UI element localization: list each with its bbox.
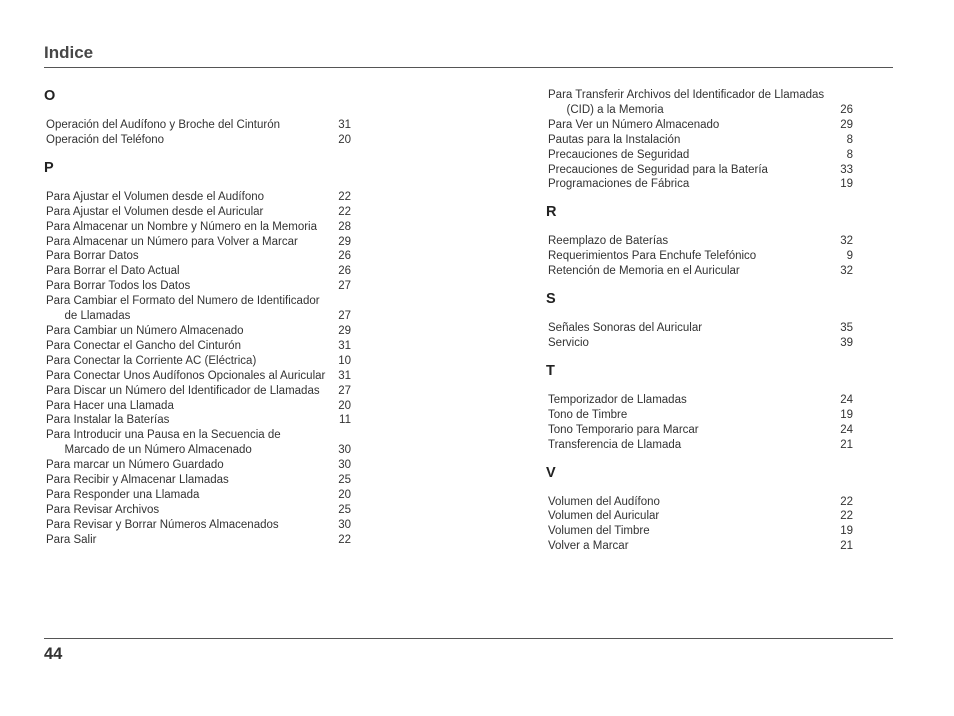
section-letter-heading: S	[546, 291, 556, 308]
index-entry	[546, 408, 853, 423]
entry-line	[44, 264, 351, 279]
index-section-r	[546, 202, 853, 279]
entry-page-number: 19	[840, 408, 853, 421]
entry-line	[546, 423, 853, 438]
section-letter-heading: V	[546, 464, 556, 481]
entry-line	[546, 234, 853, 249]
footer-rule	[44, 638, 893, 639]
entry-page-number: 39	[840, 336, 853, 349]
index-entry	[546, 336, 853, 351]
index-entry	[546, 88, 853, 118]
index-entry	[44, 384, 351, 399]
index-entry	[546, 438, 853, 453]
entry-label: Transferencia de Llamada	[548, 438, 682, 451]
entry-label: Para Borrar el Dato Actual	[46, 265, 180, 278]
index-entry	[44, 458, 351, 473]
entry-line	[546, 393, 853, 408]
entry-page-number: 22	[840, 495, 853, 508]
entry-label: Para Cambiar un Número Almacenado	[46, 324, 244, 337]
index-entry	[44, 294, 351, 324]
entry-line	[44, 354, 351, 369]
entry-page-number: 27	[338, 384, 351, 397]
entry-line	[546, 321, 853, 336]
entry-page-number: 11	[339, 414, 351, 427]
index-entry	[546, 133, 853, 148]
index-entry	[44, 249, 351, 264]
entry-label: Para Cambiar el Formato del Numero de Identificador	[46, 295, 320, 308]
entry-line	[44, 458, 351, 473]
entry-page-number: 19	[840, 525, 853, 538]
entry-label: Para marcar un Número Guardado	[46, 459, 224, 472]
entry-page-number: 22	[338, 190, 351, 203]
index-entry	[546, 509, 853, 524]
entry-page-number: 27	[338, 280, 351, 293]
entry-label: Temporizador de Llamadas	[548, 393, 687, 406]
index-entry	[546, 393, 853, 408]
entry-line	[546, 438, 853, 453]
entry-page-number: 29	[840, 118, 853, 131]
entry-line	[44, 473, 351, 488]
index-entry	[44, 428, 351, 458]
entry-line	[546, 495, 853, 510]
entry-page-number: 30	[338, 444, 351, 457]
entry-page-number: 29	[338, 235, 351, 248]
entry-label: Para Revisar Archivos	[46, 503, 160, 516]
entry-line	[546, 118, 853, 133]
entry-page-number: 31	[338, 369, 351, 382]
index-entry	[44, 533, 351, 548]
entry-page-number: 33	[840, 163, 853, 176]
entry-label: Tono de Timbre	[548, 408, 628, 421]
entry-label: Operación del Teléfono	[46, 133, 165, 146]
entry-line	[546, 524, 853, 539]
entry-line	[44, 488, 351, 503]
index-entry	[44, 473, 351, 488]
entry-page-number: 21	[840, 540, 853, 553]
entry-label: Para Borrar Todos los Datos	[46, 280, 191, 293]
section-letter-heading: O	[44, 88, 56, 104]
entry-label: Operación del Audífono y Broche del Cinturón	[46, 119, 280, 131]
entry-page-number: 20	[338, 399, 351, 412]
section-letter-heading: R	[546, 204, 557, 221]
entry-page-number: 30	[338, 459, 351, 472]
entry-page-number: 24	[840, 423, 853, 436]
entry-page-number: 27	[338, 310, 351, 323]
index-section-t	[546, 361, 853, 453]
entry-line	[44, 384, 351, 399]
entry-first-line	[44, 428, 351, 443]
entry-label: Volumen del Timbre	[548, 525, 650, 538]
entry-page-number: 31	[338, 339, 351, 352]
entry-label: Retención de Memoria en el Auricular	[548, 265, 740, 278]
index-entry	[44, 369, 351, 384]
entry-line	[546, 336, 853, 351]
entry-page-number: 32	[840, 265, 853, 278]
index-entry	[44, 118, 351, 133]
entry-label: Para Conectar Unos Audífonos Opcionales al Auricular	[46, 369, 326, 382]
entry-page-number: 9	[846, 250, 853, 263]
entry-line	[44, 220, 351, 235]
entry-label: Para Salir	[46, 533, 97, 546]
entry-page-number: 26	[338, 265, 351, 278]
entry-page-number: 22	[338, 533, 351, 546]
entry-line	[44, 369, 351, 384]
index-entry	[546, 234, 853, 249]
entry-page-number: 21	[840, 438, 853, 451]
entry-line	[546, 539, 853, 554]
entry-label: Para Discar un Número del Identificador de Llamadas	[46, 384, 320, 397]
index-section-continued	[546, 88, 853, 192]
entry-line	[44, 399, 351, 414]
index-entry	[546, 539, 853, 554]
entry-line	[546, 249, 853, 264]
index-entry	[546, 177, 853, 192]
entry-line	[546, 509, 853, 524]
header-rule	[44, 67, 893, 68]
index-entry	[546, 148, 853, 163]
entry-continuation-line	[44, 443, 351, 458]
entry-first-line	[546, 88, 853, 103]
index-entry	[44, 413, 351, 428]
entry-page-number: 29	[338, 324, 351, 337]
entry-line	[546, 264, 853, 279]
entry-line	[44, 533, 351, 548]
entry-label: Para Conectar el Gancho del Cinturón	[46, 339, 241, 352]
entry-label: Para Transferir Archivos del Identificador de Llamadas	[548, 89, 825, 101]
entry-page-number: 8	[846, 148, 853, 161]
entry-line	[44, 235, 351, 250]
entry-label: Para Instalar la Baterías	[46, 414, 170, 427]
index-section-s	[546, 289, 853, 351]
index-entry	[44, 518, 351, 533]
entry-page-number: 24	[840, 393, 853, 406]
entry-label: Para Recibir y Almacenar Llamadas	[46, 474, 229, 487]
entry-page-number: 22	[840, 510, 853, 523]
entry-label: Para Ajustar el Volumen desde el Auricular	[46, 205, 264, 218]
entry-continuation-line	[44, 309, 351, 324]
entry-label: Pautas para la Instalación	[548, 133, 681, 146]
entry-line	[44, 118, 351, 133]
index-entry	[546, 495, 853, 510]
index-entry	[546, 321, 853, 336]
index-entry	[44, 503, 351, 518]
entry-line	[44, 279, 351, 294]
index-column-left	[44, 86, 351, 548]
entry-label: Para Introducir una Pausa en la Secuencia de	[46, 429, 281, 442]
index-entry	[44, 235, 351, 250]
entry-line	[44, 133, 351, 148]
index-entry	[44, 220, 351, 235]
entry-first-line	[44, 294, 351, 309]
entry-page-number: 20	[338, 133, 351, 146]
section-letter-heading: T	[546, 362, 555, 379]
index-section-o	[44, 86, 351, 148]
entry-label: Para Ver un Número Almacenado	[548, 118, 720, 131]
index-entry	[44, 339, 351, 354]
index-entry	[44, 205, 351, 220]
entry-line	[546, 163, 853, 178]
entry-label: Servicio	[548, 336, 589, 349]
section-letter-heading: P	[44, 159, 54, 176]
entry-label: Señales Sonoras del Auricular	[548, 322, 703, 335]
entry-page-number: 30	[338, 518, 351, 531]
entry-label: Volver a Marcar	[548, 540, 629, 553]
index-entry	[44, 279, 351, 294]
index-entry	[546, 163, 853, 178]
entry-page-number: 8	[846, 133, 853, 146]
entry-label-continued: Marcado de un Número Almacenado	[64, 444, 252, 457]
entry-label: Precauciones de Seguridad	[548, 148, 690, 161]
entry-line	[44, 339, 351, 354]
page-title: Indice	[44, 43, 94, 62]
entry-label-continued: (CID) a la Memoria	[566, 103, 664, 116]
entry-line	[44, 205, 351, 220]
entry-label: Reemplazo de Baterías	[548, 235, 669, 248]
index-entry	[546, 249, 853, 264]
entry-label: Para Almacenar un Número para Volver a Marcar	[46, 235, 298, 248]
index-entry	[546, 423, 853, 438]
index-entry	[546, 264, 853, 279]
index-section-v	[546, 463, 853, 555]
index-column-right	[546, 88, 853, 554]
entry-label: Para Revisar y Borrar Números Almacenados	[46, 518, 279, 531]
entry-label-continued: de Llamadas	[64, 310, 131, 323]
entry-label: Para Hacer una Llamada	[46, 399, 174, 412]
entry-page-number: 25	[338, 503, 351, 516]
entry-line	[44, 249, 351, 264]
index-entry	[44, 190, 351, 205]
entry-page-number: 32	[840, 235, 853, 248]
entry-label: Para Responder una Llamada	[46, 488, 200, 501]
entry-page-number: 20	[338, 488, 351, 501]
entry-line	[44, 503, 351, 518]
entry-page-number: 10	[338, 354, 351, 367]
entry-line	[44, 413, 351, 428]
index-entry	[546, 524, 853, 539]
entry-line	[44, 190, 351, 205]
entry-page-number: 26	[338, 250, 351, 263]
entry-label: Para Borrar Datos	[46, 250, 139, 263]
entry-label: Para Conectar la Corriente AC (Eléctrica)	[46, 354, 257, 367]
index-entry	[44, 488, 351, 503]
entry-page-number: 25	[338, 474, 351, 487]
index-entry	[44, 264, 351, 279]
entry-label: Requerimientos Para Enchufe Telefónico	[548, 250, 757, 263]
entry-label: Tono Temporario para Marcar	[548, 423, 699, 436]
entry-line	[546, 408, 853, 423]
entry-label: Para Ajustar el Volumen desde el Audífono	[46, 190, 265, 203]
entry-page-number: 26	[840, 103, 853, 116]
entry-line	[546, 148, 853, 163]
entry-line	[44, 518, 351, 533]
entry-label: Para Almacenar un Nombre y Número en la Memoria	[46, 220, 318, 233]
index-entry	[546, 118, 853, 133]
entry-page-number: 35	[840, 322, 853, 335]
entry-label: Programaciones de Fábrica	[548, 178, 690, 191]
entry-page-number: 19	[840, 178, 853, 191]
page-number: 44	[44, 645, 63, 663]
entry-line	[44, 324, 351, 339]
entry-page-number: 22	[338, 205, 351, 218]
index-entry	[44, 354, 351, 369]
entry-label: Precauciones de Seguridad para la Batería	[548, 163, 768, 176]
entry-continuation-line	[546, 103, 853, 118]
entry-label: Volumen del Audífono	[548, 495, 660, 508]
entry-page-number: 31	[338, 119, 351, 131]
entry-line	[546, 177, 853, 192]
entry-line	[546, 133, 853, 148]
entry-page-number: 28	[338, 220, 351, 233]
index-entry	[44, 399, 351, 414]
index-section-p	[44, 158, 351, 548]
index-entry	[44, 324, 351, 339]
index-entry	[44, 133, 351, 148]
entry-label: Volumen del Auricular	[548, 510, 660, 523]
